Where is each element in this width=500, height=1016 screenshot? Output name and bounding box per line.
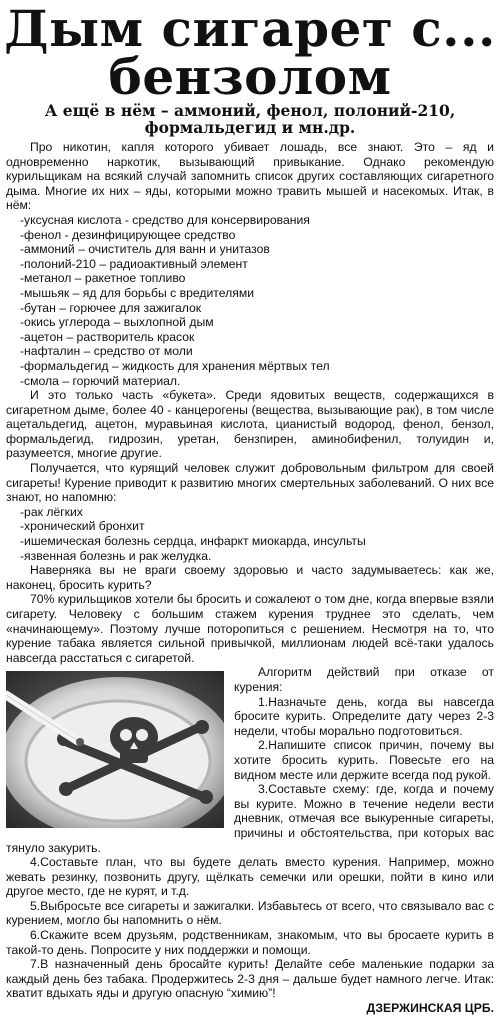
poison-item: -аммоний – очиститель для ванн и унитазов xyxy=(20,242,270,257)
algorithm-title: Алгоритм действий при отказе от курения: xyxy=(234,665,494,694)
poison-item: -уксусная кислота - средство для консервирования xyxy=(20,212,310,227)
poison-item: -полоний-210 – радиоактивный элемент xyxy=(20,256,248,271)
step-item: 2.Напишите список причин, почему вы хотите бросить курить. Повесьте его на видном месте или держите всегда под рукой. xyxy=(234,738,494,782)
poison-item: -бутан – горючее для зажигалок xyxy=(20,300,202,315)
step-item: 7.В назначенный день бросайте курить! Делайте себе маленькие подарки за каждый день без табака. Продержитесь 2-3 дня – дальше будет намного легче. Итак: хватит вдыхать яды и другую опасную “химию”! xyxy=(6,957,494,1001)
intro-paragraph: Про никотин, капля которого убивает лошадь, все знают. Это – яд и одновременно наркотик, вызывающий привыкание. Однако рекомендую курильщикам на всякий случай запомнить список других составляющих сигаретного дыма. Многие их них – яды, которыми можно травить мышей и насекомых. Итак, в нём: xyxy=(6,140,494,213)
filter-paragraph: Получается, что курящий человек служит добровольным фильтром для своей сигареты! Курение приводит к развитию многих смертельных заболеваний. О них все знают, но напомню: xyxy=(6,461,494,505)
disease-item: -рак лёгких xyxy=(20,504,83,519)
ashtray-photo xyxy=(6,671,224,828)
signature: ДЗЕРЖИНСКАЯ ЦРБ. xyxy=(366,1001,494,1016)
step-item: 4.Составьте план, что вы будете делать вместо курения. Например, можно жевать резинку, позвонить другу, щёлкать семечки или орешки, пойти в кино или другое место, где не курят, и т.д. xyxy=(6,855,494,899)
headline-line-1: Дым сигарет с... xyxy=(4,0,496,58)
poison-item: -ацетон – растворитель красок xyxy=(20,329,195,344)
poison-item: -смола – горючий материал. xyxy=(20,373,181,388)
step-item: 1.Назначьте день, когда вы навсегда бросите курить. Определите дату через 2-3 недели, чтобы морально подготовиться. xyxy=(234,694,494,738)
disease-item: -ишемическая болезнь сердца, инфаркт миокарда, инсульты xyxy=(20,534,366,549)
step-item: 5.Выбросьте все сигареты и зажигалки. Избавьтесь от всего, что связывало вас с курением, могло бы напомнить о нём. xyxy=(6,898,494,928)
subheadline: А ещё в нём – аммоний, фенол, полоний-210, формальдегид и мн.др. xyxy=(44,101,456,137)
poison-list xyxy=(6,213,494,388)
poison-item: -мышьяк – яд для борьбы с вредителями xyxy=(20,285,255,300)
poison-item: -фенол - дезинфицирующее средство xyxy=(20,227,236,242)
poison-item: -метанол – ракетное топливо xyxy=(20,271,186,286)
article-body xyxy=(6,140,494,1016)
disease-list xyxy=(6,505,494,563)
disease-item: -язвенная болезнь и рак желудка. xyxy=(20,548,212,563)
poison-item: -формальдегид – жидкость для хранения мёртвых тел xyxy=(20,358,330,373)
bouquet-paragraph: И это только часть «букета». Среди ядовитых веществ, содержащихся в сигаретном дыме, более 40 - канцерогены (вещества, вызывающие рак), в том числе ацетальдегид, ацетон, муравьиная кислота, цианистый водород, фенол, бензол, формальдегид, гидрозин, уретан, бензпирен, аминобифенил, толуидин и, разумеется, многие другие. xyxy=(6,388,494,461)
step-item: 3.Составьте схему: где, когда и почему вы курите. Можно в течение недели вести дневник, отмечая все выкуренные сигареты, причины и обстоятельства, при которых вас тянуло закурить. xyxy=(6,782,494,855)
health-paragraph: Наверняка вы не враги своему здоровью и часто задумываетесь: как же, наконец, бросить курить? xyxy=(6,563,494,592)
poison-item: -окись углерода – выхлопной дым xyxy=(20,315,214,330)
ashtray-skull-icon xyxy=(6,671,224,828)
poison-item: -нафталин – средство от моли xyxy=(20,344,193,359)
headline-line-2: бензолом xyxy=(108,47,392,106)
step-item: 6.Скажите всем друзьям, родственникам, знакомым, что вы бросаете курить в такой-то день. Попросите у них поддержки и помощи. xyxy=(6,928,494,957)
smokers-70-paragraph: 70% курильщиков хотели бы бросить и сожалеют о том дне, когда впервые взяли сигарету. Человеку с большим стажем курения труднее это сделать, чем «начинающему». Поэтому лучше поторопиться с решением. Несмотря на то, что курение табака является сильной привычкой, миллионам людей всё-таки удалось навсегда расстаться с сигаретой. xyxy=(6,592,494,665)
disease-item: -хронический бронхит xyxy=(20,519,145,534)
